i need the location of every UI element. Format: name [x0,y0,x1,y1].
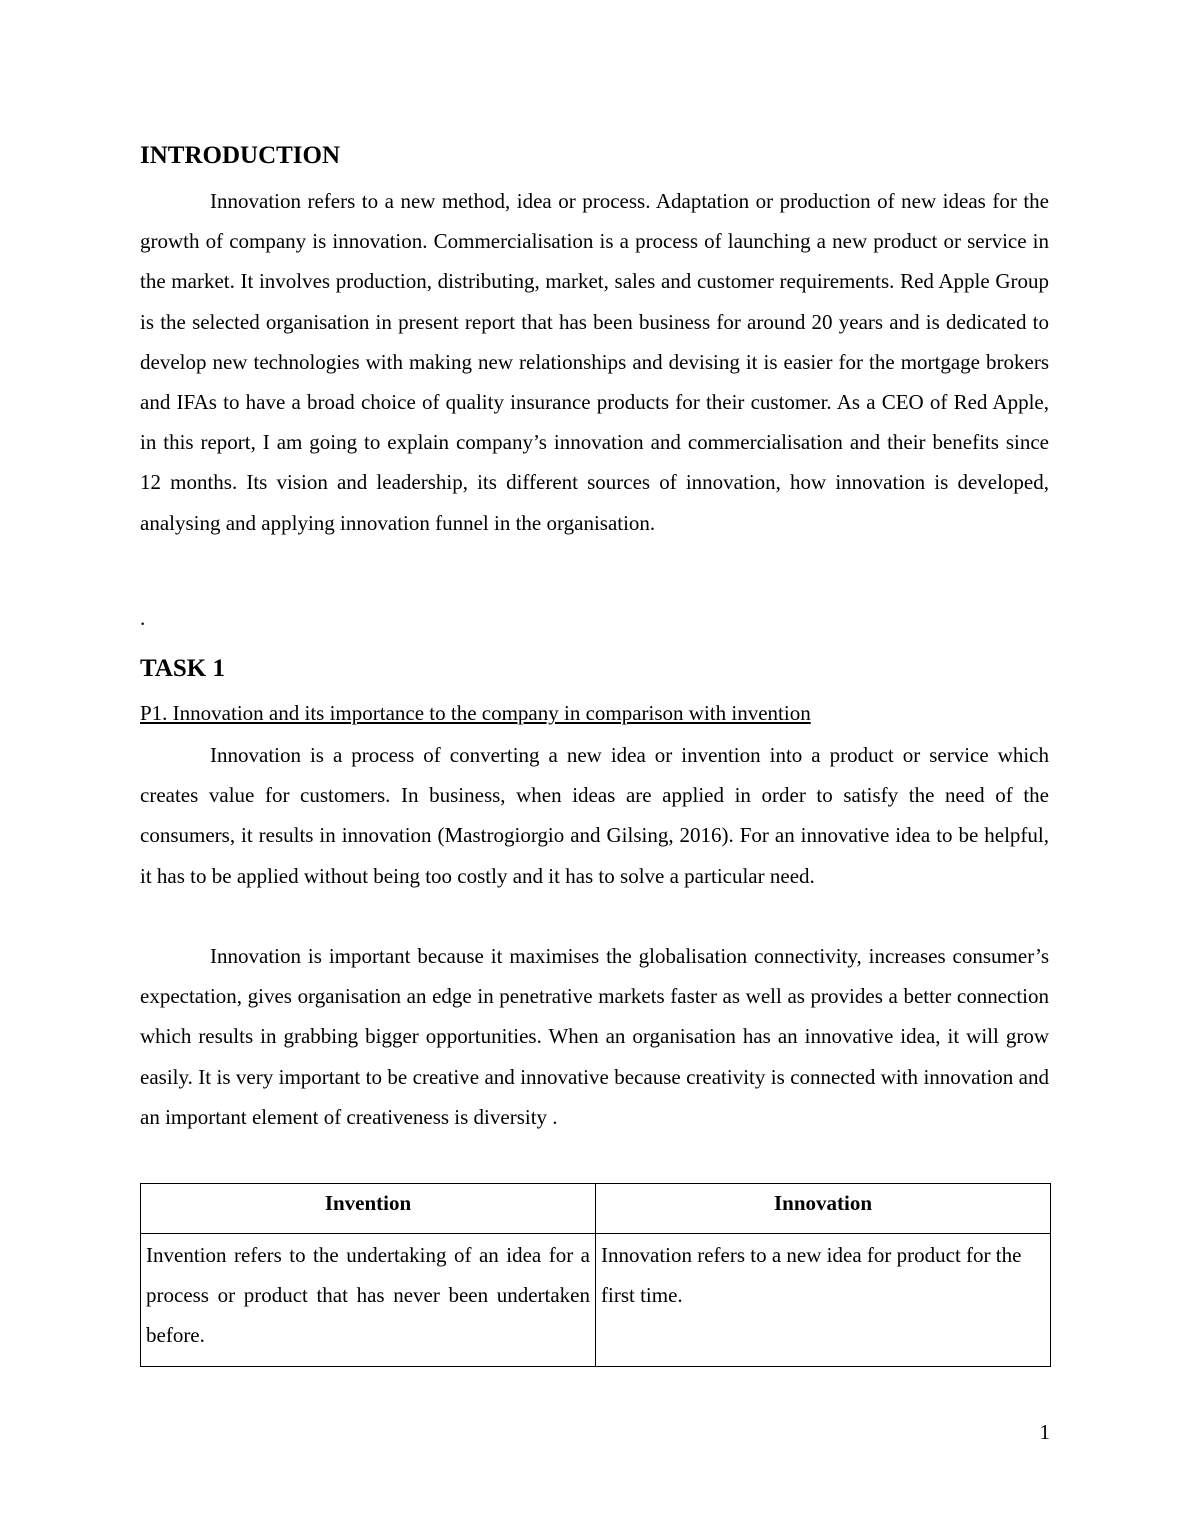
introduction-paragraph: Innovation refers to a new method, idea or process. Adaptation or production of new ideas for the growth of company is innovation. Commercialisation is a process of launching a new product or service in the market. It involves production, distributing, market, sales and customer requirements. Red Apple Group is the selected organisation in present report that has been business for around 20 years and is dedicated to develop new technologies with making new relationships and devising it is easier for the mortgage brokers and IFAs to have a broad choice of quality insurance products for their customer. As a CEO of Red Apple, in this report, I am going to explain company’s innovation and commercialisation and their benefits since 12 months. Its vision and leadership, its different sources of innovation, how innovation is developed, analysing and applying innovation funnel in the organisation. [140,189,1049,535]
table-row [141,1234,1051,1367]
task1-paragraph-2: Innovation is important because it maximises the globalisation connectivity, increases consumer’s expectation, gives organisation an edge in penetrative markets faster as well as provides a better connection which results in grabbing bigger opportunities. When an organisation has an innovative idea, it will grow easily. It is very important to be creative and innovative because creativity is connected with innovation and an important element of creativeness is diversity . [140,944,1049,1129]
page-number: 1 [1039,1420,1050,1444]
table-header-innovation: Innovation [596,1184,1051,1234]
table-cell-invention: Invention refers to the undertaking of an idea for a process or product that has never been undertaken before. [141,1234,596,1367]
invention-innovation-table [140,1183,1051,1367]
table-header-invention: Invention [141,1184,596,1234]
stray-dot: . [140,606,146,630]
introduction-heading: INTRODUCTION [140,142,341,169]
table-header-row [141,1184,1051,1234]
task1-paragraph-1: Innovation is a process of converting a new idea or invention into a product or service which creates value for customers. In business, when ideas are applied in order to satisfy the need of the consumers, it results in innovation (Mastrogiorgio and Gilsing, 2016). For an innovative idea to be helpful, it has to be applied without being too costly and it has to solve a particular need. [140,743,1049,888]
table-cell-innovation: Innovation refers to a new idea for product for the first time. [596,1234,1051,1367]
task1-subheading: P1. Innovation and its importance to the company in comparison with invention [140,701,811,725]
task1-heading: TASK 1 [140,655,225,682]
